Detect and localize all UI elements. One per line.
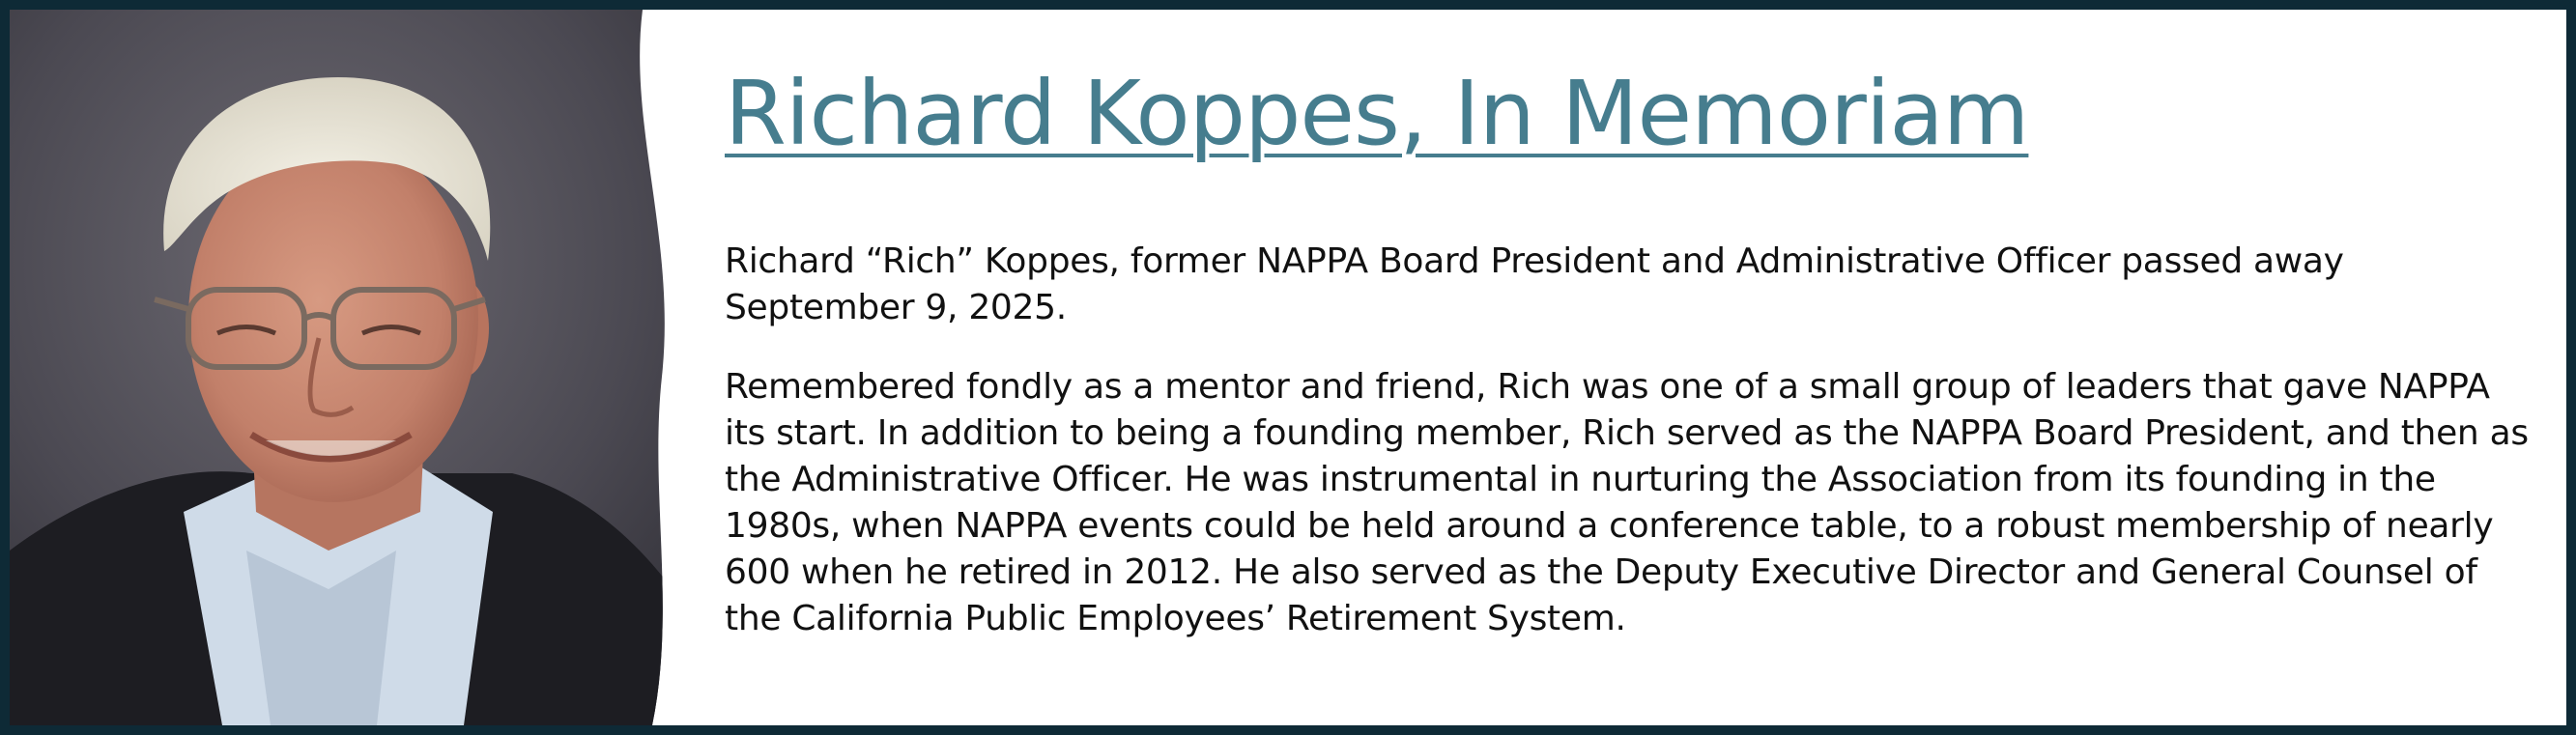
tribute-paragraph: Remembered fondly as a mentor and friend, Rich was one of a small group of leaders that gave NAPPA its start. In addition to being a founding member, Rich served as the NAPPA Board President, and then as the Administrative Officer. He was instrumental in nurturing the Association from its founding in the 1980s, when NAPPA events could be held around a conference table, to a robust membership of nearly 600 when he retired in 2012. He also served as the Deputy Executive Director and General Counsel of the California Public Employees’ Retirement System. <box>725 366 2529 638</box>
memoriam-banner <box>10 10 2566 725</box>
portrait-photo <box>10 10 686 725</box>
memoriam-content <box>725 62 2532 642</box>
announcement-paragraph: Richard “Rich” Koppes, former NAPPA Board President and Administrative Officer passed away September 9, 2025. <box>725 240 2344 327</box>
page-title: Richard Koppes, In Memoriam <box>725 62 2029 165</box>
